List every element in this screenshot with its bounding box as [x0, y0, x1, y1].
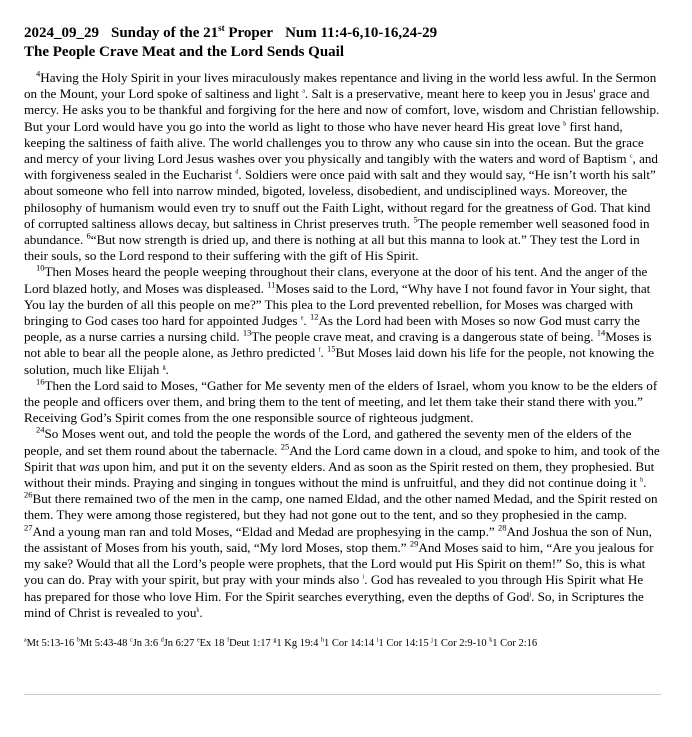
text-run: And Joshua the son of Nun, the assistant of Moses from his youth, said, “My lord Moses, stop them.” — [24, 523, 652, 555]
text-run: . — [643, 475, 647, 491]
footnote-mark: g — [273, 637, 277, 644]
text-run: And Moses said to him, “Are you jealous for my sake? Would that all the Lord’s people were prophets, that the Lord would put His Spirit on them!” So, this is what you can do. Pray with your spirit, but pray with your minds also — [24, 539, 654, 588]
text-run: But there remained two of the men in the camp, one named Eldad, and the other named Medad, and the Spirit rested on them. They were among those registered, but they had not gone out to the tent, and so they prophesied in the camp. — [24, 491, 658, 523]
footnote-entry — [273, 638, 318, 649]
text-run: Then Moses heard the people weeping throughout their clans, everyone at the door of his tent. And the anger of the Lord blazed hotly, and Moses was displeased. — [24, 264, 648, 296]
footnote-reference: Jn 6:27 — [163, 637, 195, 649]
italic-text: was — [79, 458, 100, 474]
footnote-entry — [321, 638, 374, 649]
text-run: And a young man ran and told Moses, “Eldad and Medad are prophesying in the camp.” — [32, 523, 498, 539]
footnote-mark: i — [376, 637, 379, 644]
verse-number: 29 — [409, 538, 419, 549]
footnote-reference: Ex 18 — [199, 637, 225, 649]
footnote-reference: Mt 5:43-48 — [79, 637, 128, 649]
verse-number: 4 — [36, 68, 41, 79]
text-run: Then the Lord said to Moses, “Gather for Me seventy men of the elders of Israel, whom you know to be the elders of the people and officers over them, and bring them to the tent of meeting, and let them take their stand there with you.” Receiving God’s Spirit comes from the one responsible source of righteous judgment. — [24, 377, 658, 426]
footnote-marker: e — [300, 315, 304, 322]
text-run: . — [199, 604, 203, 620]
verse-number: 24 — [36, 425, 45, 436]
footnote-entry — [227, 638, 271, 649]
sermon-date: 2024_09_29 — [24, 25, 99, 41]
footnote-marker: j — [529, 591, 532, 598]
paragraph — [24, 70, 661, 264]
footnote-reference: Jn 3:6 — [132, 637, 159, 649]
footnote-reference: 1 Cor 2:16 — [492, 637, 538, 649]
verse-number: 28 — [497, 522, 507, 533]
text-run: . God has revealed to you through His Spirit what He has prepared for those who love Him. For the Spirit searches everything, even the depths of God — [24, 572, 644, 604]
footnote-mark: j — [431, 637, 433, 644]
footnote-mark: c — [130, 637, 133, 644]
verse-number: 13 — [242, 327, 252, 338]
text-run: upon him, and put it on the seventy elders. And as soon as the Spirit rested on them, they prophesied. But without their minds. Praying and singing in tongues without the mind is unfruitful, and they did not continue doing it — [24, 458, 655, 491]
liturgical-day: Sunday of the 21st Proper — [111, 23, 274, 41]
text-run: But Moses laid down his life for the people, not knowing the solution, much like Elijah — [24, 345, 655, 377]
text-run: And the Lord came down in a cloud, and spoke to him, and took of the Spirit that — [24, 442, 660, 474]
verse-number: 15 — [327, 344, 336, 355]
paragraph — [24, 378, 661, 427]
footnote-mark: e — [196, 637, 200, 644]
verse-number: 14 — [596, 327, 606, 338]
verse-number: 25 — [280, 441, 290, 452]
footnote-entry — [161, 638, 195, 649]
text-run: The people crave meat, and craving is a dangerous state of being. — [251, 329, 597, 345]
verse-number: 26 — [24, 489, 33, 500]
text-run: . — [303, 313, 310, 329]
text-run: . — [320, 345, 328, 361]
footnote-reference: Deut 1:17 — [229, 637, 271, 649]
footnote-marker: d — [235, 169, 239, 176]
footnote-marker: g — [162, 364, 166, 371]
footnote-entry — [431, 638, 486, 649]
verse-number: 5 — [413, 214, 418, 225]
verse-number: 6 — [86, 230, 91, 241]
text-run: . So, in Scriptures the mind of Christ is revealed to you — [24, 588, 644, 620]
paragraph — [24, 264, 661, 377]
text-run: first hand, keeping the saltiness of faith alive. The world challenges you to throw any who cause sin into the ocean. But the grace and mercy of your living Lord Jesus washes over you physically and tangibly with the waters and word of Baptism — [24, 118, 644, 167]
footer-rule — [24, 694, 661, 695]
sermon-body — [24, 70, 661, 621]
verse-number: 11 — [267, 279, 276, 290]
footnote-entry — [377, 638, 429, 649]
footnote-mark: f — [227, 637, 230, 644]
text-run: So Moses went out, and told the people the words of the Lord, and gathered the seventy men of the elders of the people, and set them round about the tabernacle. — [24, 426, 632, 458]
footnote-marker: i — [362, 574, 365, 581]
text-run: . Soldiers were once paid with salt and they would say, “He isn’t worth his salt” about someone who fell into narrow minded, bigoted, loveless, disobedient, and undisciplined ways. Moreover, the philosophy of humanism would even try to snuff out the Faith Light, without regard for the greatness of God. That kind of corrupted saltiness allows decay, but saltiness in Christ preserves truth. — [24, 167, 656, 231]
footnote-entry — [77, 638, 128, 649]
footnote-reference: Mt 5:13-16 — [26, 637, 75, 649]
footnote-reference: 1 Cor 14:14 — [324, 637, 375, 649]
footnote-marker: h — [640, 477, 644, 484]
text-run: . — [165, 361, 169, 377]
footnote-reference: 1 Cor 2:9-10 — [432, 637, 487, 649]
verse-number: 16 — [36, 376, 45, 387]
paragraph — [24, 426, 661, 620]
footnote-mark: a — [24, 637, 27, 644]
text-run: Moses said to the Lord, “Why have I not found favor in Your sight, that You lay the burden of all this people on me?” This plea to the Lord prevented rebellion, for Moses was charged with bringing to God cases too hard for appointed Judges — [24, 280, 651, 329]
footnote-mark: h — [321, 637, 325, 644]
footnotes — [24, 637, 661, 651]
footnote-mark: k — [489, 637, 493, 644]
footnote-marker: a — [302, 88, 305, 95]
footnote-entry — [197, 638, 224, 649]
footnote-entry — [130, 638, 158, 649]
verse-number: 27 — [24, 522, 33, 533]
footnote-marker: b — [563, 121, 567, 128]
footnote-marker: c — [629, 153, 633, 160]
footnote-mark: d — [160, 637, 164, 644]
text-run: . Salt is a preservative, meant here to keep you in Jesus' grace and mercy. He asks you to be thankful and forgiving for the here and now of comfort, love, wisdom and Christian fellowship. But your Lord would have you go into the world as light to those who have never heard His great love — [24, 86, 660, 134]
text-run: As the Lord had been with Moses so now God must carry the people, as a nurse carries a nursing child. — [24, 313, 640, 345]
text-run: “But now strength is dried up, and there is nothing at all but this manna to look at.” They test the Lord in their souls, so the Lord respond to their suffering with the gift of His Spirit. — [24, 232, 640, 264]
text-run: Moses is not able to bear all the people alone, as Jethro predicted — [24, 329, 652, 361]
footnote-entry — [24, 638, 74, 649]
text-run: The people remember well seasoned food in abundance. — [24, 215, 650, 248]
footnote-entry — [489, 638, 537, 649]
scripture-reference: Num 11:4-6,10-16,24-29 — [285, 25, 438, 41]
text-run: , and with forgiveness sealed in the Eucharist — [24, 151, 658, 183]
footnote-marker: k — [196, 607, 200, 614]
text-run: Having the Holy Spirit in your lives miraculously makes repentance and living in the world less awful. In the Sermon on the Mount, your Lord spoke of saltiness and light — [24, 70, 657, 102]
header-line — [24, 24, 661, 43]
verse-number: 10 — [36, 263, 45, 274]
footnote-reference: 1 Cor 14:15 — [378, 637, 429, 649]
document-page — [24, 24, 661, 651]
sermon-title: The People Crave Meat and the Lord Sends Quail — [24, 44, 345, 60]
verse-number: 12 — [309, 311, 319, 322]
footnote-mark: b — [76, 637, 80, 644]
footnote-reference: 1 Kg 19:4 — [276, 637, 319, 649]
footnote-marker: f — [318, 348, 321, 355]
